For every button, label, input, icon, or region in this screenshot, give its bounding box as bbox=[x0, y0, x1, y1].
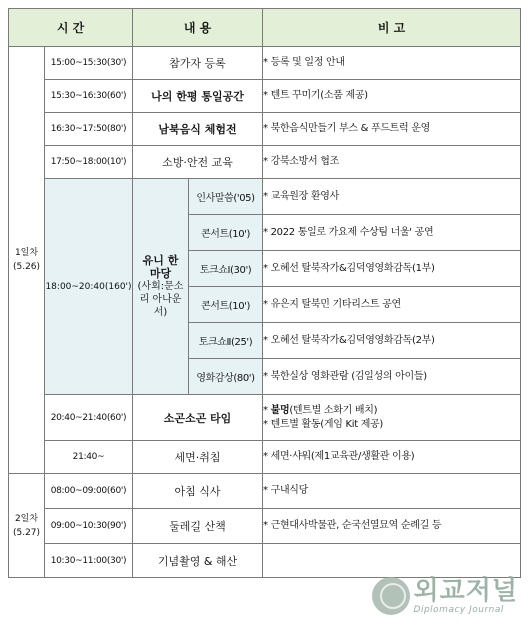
day1-label: 1일차 bbox=[14, 248, 39, 258]
program-item: 토크쇼Ⅰ(30') bbox=[189, 251, 263, 287]
note-cell: * 오혜선 탈북작가&김덕영영화감독(1부) bbox=[263, 251, 521, 287]
note-cell: * 근현대사박물관, 순국선열묘역 순례길 등 bbox=[263, 509, 521, 544]
content-cell: 둘레길 산책 bbox=[133, 509, 263, 544]
unity-title-cell bbox=[133, 179, 189, 395]
header-time: 시 간 bbox=[9, 9, 133, 47]
note-line: * 텐트별 활동(게임 Kit 제공) bbox=[263, 418, 384, 430]
note-cell: * 구내식당 bbox=[263, 474, 521, 509]
note-cell: * 2022 통일로 가요제 수상팀 너울' 공연 bbox=[263, 215, 521, 251]
note-highlight: 불멍 bbox=[270, 404, 290, 416]
table-row bbox=[9, 474, 521, 509]
unity-title-line1: 유니 한 bbox=[142, 254, 179, 267]
time-cell: 20:40~21:40(60') bbox=[45, 395, 133, 441]
unity-host-line2: 리 아나운 bbox=[139, 294, 182, 305]
content-cell: 소곤소곤 타임 bbox=[133, 395, 263, 441]
note-cell: * 교육원장 환영사 bbox=[263, 179, 521, 215]
content-cell: 남북음식 체험전 bbox=[133, 113, 263, 146]
program-item: 인사말씀('05) bbox=[189, 179, 263, 215]
content-cell: 참가자 등록 bbox=[133, 47, 263, 80]
content-cell: 소방·안전 교육 bbox=[133, 146, 263, 179]
time-cell: 08:00~09:00(60') bbox=[45, 474, 133, 509]
time-cell: 16:30~17:50(80') bbox=[45, 113, 133, 146]
unity-host-line3: 서) bbox=[153, 307, 168, 318]
day1-date: (5.26) bbox=[12, 262, 41, 272]
content-cell: 나의 한평 통일공간 bbox=[133, 80, 263, 113]
watermark bbox=[372, 577, 518, 615]
note-cell bbox=[263, 395, 521, 441]
unity-host-line1: (사회:문소 bbox=[137, 281, 184, 292]
table-row bbox=[9, 441, 521, 474]
unity-title-line2: 마당 bbox=[149, 267, 172, 280]
day1-cell bbox=[9, 47, 45, 474]
time-cell: 15:30~16:30(60') bbox=[45, 80, 133, 113]
table-row bbox=[9, 47, 521, 80]
header-row bbox=[9, 9, 521, 47]
program-item: 토크쇼Ⅱ(25') bbox=[189, 323, 263, 359]
content-cell: 세면·취침 bbox=[133, 441, 263, 474]
note-cell: * 텐트 꾸미기(소품 제공) bbox=[263, 80, 521, 113]
time-cell: 10:30~11:00(30') bbox=[45, 544, 133, 578]
note-cell bbox=[263, 544, 521, 578]
table-row bbox=[9, 544, 521, 578]
table-row bbox=[9, 80, 521, 113]
program-item: 콘서트(10') bbox=[189, 287, 263, 323]
time-cell: 21:40~ bbox=[45, 441, 133, 474]
table-row bbox=[9, 179, 521, 215]
program-item: 콘서트(10') bbox=[189, 215, 263, 251]
content-cell: 아침 식사 bbox=[133, 474, 263, 509]
unity-time-cell: 18:00~20:40(160') bbox=[45, 179, 133, 395]
day2-cell bbox=[9, 474, 45, 578]
note-text: (텐트별 소화기 배치) bbox=[289, 404, 378, 416]
day2-label: 2일차 bbox=[14, 513, 39, 524]
content-cell: 기념촬영 & 해산 bbox=[133, 544, 263, 578]
table-row bbox=[9, 395, 521, 441]
header-content: 내 용 bbox=[133, 9, 263, 47]
day2-date: (5.27) bbox=[12, 527, 41, 538]
note-cell: * 북한음식만들기 부스 & 푸드트럭 운영 bbox=[263, 113, 521, 146]
note-cell: * 북한실상 영화관람 (김일성의 아이들) bbox=[263, 359, 521, 395]
time-cell: 09:00~10:30(90') bbox=[45, 509, 133, 544]
globe-logo-icon bbox=[372, 577, 410, 615]
table-row bbox=[9, 113, 521, 146]
program-item: 영화감상(80') bbox=[189, 359, 263, 395]
table-row bbox=[9, 509, 521, 544]
watermark-english: Diplomacy Journal bbox=[413, 605, 504, 615]
note-cell: * 강북소방서 협조 bbox=[263, 146, 521, 179]
watermark-text bbox=[414, 577, 518, 615]
note-cell: * 세면·샤워(제1교육관/생활관 이용) bbox=[263, 441, 521, 474]
watermark-korean: 외교저널 bbox=[413, 576, 518, 606]
schedule-table bbox=[8, 8, 521, 578]
note-line: * 불멍(텐트별 소화기 배치) bbox=[263, 404, 378, 416]
time-cell: 17:50~18:00(10') bbox=[45, 146, 133, 179]
header-note: 비 고 bbox=[263, 9, 521, 47]
table-row bbox=[9, 146, 521, 179]
note-cell: * 등록 및 일정 안내 bbox=[263, 47, 521, 80]
note-cell: * 오혜선 탈북작가&김덕영영화감독(2부) bbox=[263, 323, 521, 359]
note-cell: * 유은지 탈북민 기타리스트 공연 bbox=[263, 287, 521, 323]
time-cell: 15:00~15:30(30') bbox=[45, 47, 133, 80]
